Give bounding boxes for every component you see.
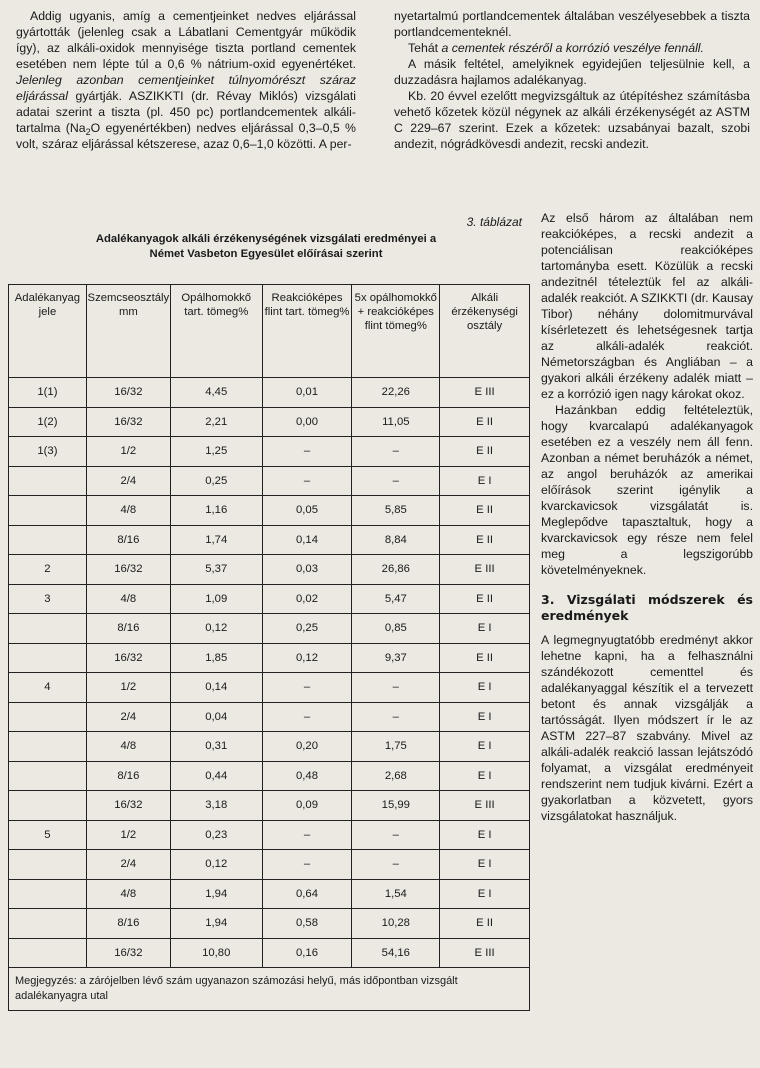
table-row <box>9 820 530 850</box>
table-cell: 16/32 <box>86 938 170 968</box>
table-cell: 0,31 <box>170 732 262 762</box>
table-cell: 0,00 <box>262 407 352 437</box>
table-cell: 5,37 <box>170 555 262 585</box>
table-cell: 0,03 <box>262 555 352 585</box>
table-cell <box>9 466 87 496</box>
table-cell: 0,02 <box>262 584 352 614</box>
table-cell: 8/16 <box>86 909 170 939</box>
table-row <box>9 850 530 880</box>
table-cell: 8/16 <box>86 614 170 644</box>
table-cell: – <box>352 820 440 850</box>
table-cell: 8,84 <box>352 525 440 555</box>
table-cell: E I <box>440 614 530 644</box>
table-cell: 2,21 <box>170 407 262 437</box>
table-cell: – <box>262 673 352 703</box>
table-cell: 1(2) <box>9 407 87 437</box>
table-cell <box>9 791 87 821</box>
table-cell: – <box>262 466 352 496</box>
table-cell: 4/8 <box>86 496 170 526</box>
table-cell <box>9 614 87 644</box>
table-body <box>9 378 530 968</box>
table-cell <box>9 850 87 880</box>
table-cell: 0,12 <box>262 643 352 673</box>
table-cell: E III <box>440 555 530 585</box>
text-run: Tehát <box>408 41 442 55</box>
table-cell: 3,18 <box>170 791 262 821</box>
table-cell: 11,05 <box>352 407 440 437</box>
table-row <box>9 761 530 791</box>
table-cell: 1,25 <box>170 437 262 467</box>
table-cell: 16/32 <box>86 407 170 437</box>
table-cell <box>9 938 87 968</box>
table-cell: 0,14 <box>262 525 352 555</box>
table-cell: – <box>262 702 352 732</box>
table-row <box>9 791 530 821</box>
table-cell: – <box>262 437 352 467</box>
table-cell: 5,47 <box>352 584 440 614</box>
table-cell: 1,09 <box>170 584 262 614</box>
table-cell <box>9 525 87 555</box>
table-cell: 0,64 <box>262 879 352 909</box>
table-cell: 1,74 <box>170 525 262 555</box>
table-cell: 26,86 <box>352 555 440 585</box>
table-cell: 1,94 <box>170 909 262 939</box>
right-narrow-column <box>541 210 753 824</box>
paragraph-second-condition: A másik feltétel, amelyiknek egyidejűen teljesülnie kell, a duzzadásra hajlamos adalékanyag. <box>394 57 750 87</box>
table-cell: 0,04 <box>170 702 262 732</box>
header-aggregate-id: Adalékanyag jele <box>9 285 87 378</box>
table-cell: 1,16 <box>170 496 262 526</box>
table-row <box>9 525 530 555</box>
table-cell: 0,23 <box>170 820 262 850</box>
table-cell: 2,68 <box>352 761 440 791</box>
table-cell: 9,37 <box>352 643 440 673</box>
table-cell: E II <box>440 643 530 673</box>
table-cell <box>9 643 87 673</box>
table-cell: 4,45 <box>170 378 262 408</box>
table-cell: 1/2 <box>86 820 170 850</box>
table-cell: 16/32 <box>86 643 170 673</box>
table-cell: E II <box>440 584 530 614</box>
table-cell <box>9 702 87 732</box>
italic-emphasis: Jelenleg azonban cementjeinket túlnyomórészt száraz eljárással <box>16 73 356 103</box>
table-cell: 0,20 <box>262 732 352 762</box>
table-cell: 4/8 <box>86 879 170 909</box>
table-cell: 1/2 <box>86 673 170 703</box>
paragraph-methods: A legmegnyugtatóbb eredményt akkor lehetne kapni, ha a felhasználni szándékozott cementtel és adalékanyaggal készítik el a tervezett betont és annak vizsgálják a tartósságát. Ilyen módszert ír le az ASTM 227–87 szabvány. Mivel az alkáli-adalék reakció lassan lejátszódó folyamat, a vizsgálat eredményeit rendszerint nem tudjuk kivárni. Ezért a gyakorlatban a közvetett, gyors vizsgálatokat használjuk. <box>541 633 753 823</box>
paragraph-continuation: nyetartalmú portlandcementek általában veszélyesebbek a tiszta portlandcementeknél. <box>394 9 750 39</box>
table-cell: 22,26 <box>352 378 440 408</box>
table-cell: 10,80 <box>170 938 262 968</box>
table-cell: 3 <box>9 584 87 614</box>
table-cell: 0,16 <box>262 938 352 968</box>
table-cell: E II <box>440 496 530 526</box>
table-cell <box>9 909 87 939</box>
table-cell: – <box>352 437 440 467</box>
table-cell: 1,94 <box>170 879 262 909</box>
section-heading: 3. Vizsgálati módszerek és eredmények <box>541 592 753 623</box>
table-cell: E I <box>440 732 530 762</box>
table-cell: – <box>352 673 440 703</box>
table-cell: 1/2 <box>86 437 170 467</box>
table-row <box>9 643 530 673</box>
table-cell: 4 <box>9 673 87 703</box>
table-cell: E II <box>440 909 530 939</box>
table-cell: 0,09 <box>262 791 352 821</box>
table-cell: 1,85 <box>170 643 262 673</box>
table-cell: E I <box>440 702 530 732</box>
table-cell: 0,05 <box>262 496 352 526</box>
header-combined: 5x opálhomokkő + reakcióképes flint tömeg% <box>352 285 440 378</box>
table-cell: 0,44 <box>170 761 262 791</box>
table-note: Megjegyzés: a zárójelben lévő szám ugyanazon számozási helyű, más időpontban vizsgált adalékanyagra utal <box>9 968 530 1011</box>
table-row <box>9 702 530 732</box>
table-cell: E II <box>440 437 530 467</box>
header-reactive-flint: Reakcióképes flint tart. tömeg% <box>262 285 352 378</box>
table-cell: 0,12 <box>170 614 262 644</box>
table-cell: 8/16 <box>86 761 170 791</box>
table-row <box>9 407 530 437</box>
right-top-column <box>394 8 750 152</box>
table-cell: 15,99 <box>352 791 440 821</box>
paragraph-conclusion <box>394 40 750 56</box>
table-cell: E III <box>440 791 530 821</box>
paragraph-rock-study: Kb. 20 évvel ezelőtt megvizsgáltuk az útépítéshez számításba vehető kőzetek közül négynek az alkáli érzékenységét az ASTM C 229–67 szerint. Ezek a kőzetek: uzsabányai bazalt, szobi andezit, nógrádkövesdi andezit, recski andezit. <box>394 89 750 151</box>
table-cell: 5 <box>9 820 87 850</box>
table-cell <box>9 732 87 762</box>
table-cell: 16/32 <box>86 791 170 821</box>
table-row <box>9 496 530 526</box>
table-row <box>9 879 530 909</box>
table-cell: E II <box>440 525 530 555</box>
subscript: 2 <box>85 127 91 137</box>
table-row <box>9 437 530 467</box>
table-cell: – <box>262 850 352 880</box>
table-note-row <box>9 968 530 1011</box>
table-cell: 0,58 <box>262 909 352 939</box>
table-row <box>9 732 530 762</box>
table-cell: 10,28 <box>352 909 440 939</box>
table-row <box>9 555 530 585</box>
table-cell: – <box>352 850 440 880</box>
table-row <box>9 909 530 939</box>
table-cell: 5,85 <box>352 496 440 526</box>
table-cell: 0,85 <box>352 614 440 644</box>
left-column <box>16 8 356 152</box>
header-grain-class: Szemcseosztály mm <box>86 285 170 378</box>
results-table <box>8 284 530 1011</box>
table-cell: 2/4 <box>86 466 170 496</box>
table-cell <box>9 879 87 909</box>
table-cell: E I <box>440 673 530 703</box>
table-cell <box>9 496 87 526</box>
table-row <box>9 466 530 496</box>
table-cell: 1(1) <box>9 378 87 408</box>
table-cell: – <box>262 820 352 850</box>
table-caption: 3. táblázat <box>466 215 522 229</box>
table-cell: 0,25 <box>262 614 352 644</box>
table-cell: 16/32 <box>86 378 170 408</box>
table-cell: 0,01 <box>262 378 352 408</box>
table-cell: 2 <box>9 555 87 585</box>
text-run: Addig ugyanis, amíg a cementjeinket nedves eljárással gyártották (jelenleg csak a Lábatlani Cementgyár működik így), az alkáli-oxidok mennyisége tiszta portland cementek esetében nem lépte túl a 0,6 % nátrium-oxid egyenértéket. <box>16 9 356 71</box>
table-row <box>9 614 530 644</box>
table-cell: 1,75 <box>352 732 440 762</box>
table-cell: E I <box>440 761 530 791</box>
table-cell <box>9 761 87 791</box>
italic-emphasis: a cementek részéről a korrózió veszélye fennáll. <box>441 41 704 55</box>
text-run: O egyenértékben) nedves eljárással 0,3–0,5 % volt, száraz eljárással kétszerese, azaz 0,6–1,0 közötti. A per- <box>16 121 356 151</box>
table-title <box>10 232 522 262</box>
table-row <box>9 938 530 968</box>
table-cell: 4/8 <box>86 732 170 762</box>
table-cell: 54,16 <box>352 938 440 968</box>
paragraph-quartz-gravel: Hazánkban eddig feltételeztük, hogy kvarcalapú adalékanyagok esetében ez a veszély nem áll fenn. Azonban a német beruházók a német, az angol beruházók az amerikai előírások szerint igénylik a kvarckavicsok vizsgálatát is. Meglepődve tapasztaltuk, hogy a kvarckavicsok egy része nem felel meg a legszigorúbb követelményeknek. <box>541 403 753 577</box>
paragraph-andesite-results: Az első három az általában nem reakcióképes, a recski andezit a potenciálisan reakcióképes tartományba esett. Közülük a recski andezitnél tételeztük fel az alkáli-adalék reakciót. A SZIKKTI (dr. Kausay Tibor) néhány dolomitmurvával kísérletezett és lehetségesnek tartja az alkáli-adalék reakciót. Németországban és Angliában – a gyakori alkáli érzékeny adalék miatt – ez a korrózió igen nagy károkat okoz. <box>541 211 753 401</box>
table-cell: 2/4 <box>86 850 170 880</box>
table-row <box>9 584 530 614</box>
table-cell: – <box>352 702 440 732</box>
table-cell: 8/16 <box>86 525 170 555</box>
table-cell: E II <box>440 407 530 437</box>
table-title-line: Német Vasbeton Egyesület előírásai szerint <box>149 248 383 260</box>
table-cell: 4/8 <box>86 584 170 614</box>
table-cell: 1,54 <box>352 879 440 909</box>
table-cell: – <box>352 466 440 496</box>
table-row <box>9 673 530 703</box>
table-cell: 16/32 <box>86 555 170 585</box>
table-cell: 0,48 <box>262 761 352 791</box>
table-cell: 2/4 <box>86 702 170 732</box>
table-cell: 0,25 <box>170 466 262 496</box>
header-sensitivity-class: Alkáli érzékenységi osztály <box>440 285 530 378</box>
table-cell: 0,12 <box>170 850 262 880</box>
table-cell: E I <box>440 820 530 850</box>
text-run: gyártják. ASZIKKTI (dr. Révay Miklós) vizsgálati adatai szerint a tiszta (pl. 450 pc) portlandcementek alkáli-tartalma (Na <box>16 89 356 135</box>
paragraph-cement-alkali <box>16 8 356 152</box>
table-title-line: Adalékanyagok alkáli érzékenységének vizsgálati eredményei a <box>95 233 437 245</box>
table-cell: E I <box>440 850 530 880</box>
table-row <box>9 378 530 408</box>
header-opal-sandstone: Opálhomokkő tart. tömeg% <box>170 285 262 378</box>
table-cell: E III <box>440 938 530 968</box>
table-cell: 1(3) <box>9 437 87 467</box>
table-cell: E I <box>440 879 530 909</box>
table-cell: 0,14 <box>170 673 262 703</box>
table-cell: E III <box>440 378 530 408</box>
table-cell: E I <box>440 466 530 496</box>
table-header-row <box>9 285 530 378</box>
